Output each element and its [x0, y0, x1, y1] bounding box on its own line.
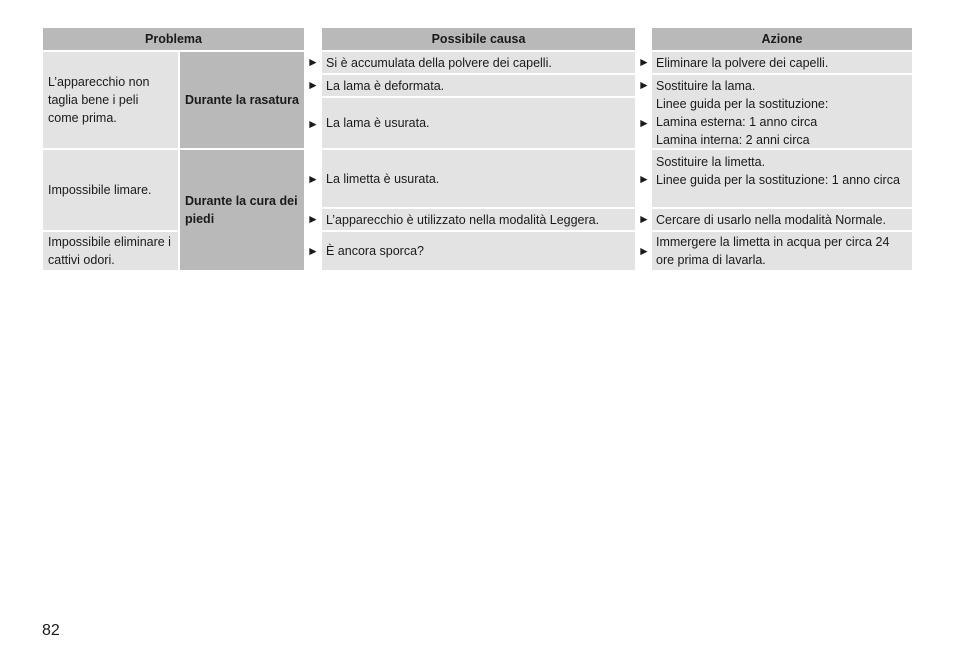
action-text: Cercare di usarlo nella modalità Normale. [656, 212, 886, 227]
cause-text: Si è accumulata della polvere dei capelli. [326, 55, 552, 70]
arrow-icon: ► [307, 55, 319, 69]
action-text: Linee guida per la sostituzione: 1 anno circa [656, 173, 900, 187]
problem-text: Impossibile limare. [48, 183, 152, 197]
cause-cell [322, 232, 635, 270]
cause-text: La lama è deformata. [326, 78, 445, 93]
action-text: Eliminare la polvere dei capelli. [656, 55, 829, 70]
page-number: 82 [42, 622, 60, 639]
action-cell [652, 75, 912, 148]
arrow-icon: ► [638, 244, 650, 258]
header-action: Azione [652, 28, 912, 50]
cause-text: La lama è usurata. [326, 116, 430, 130]
arrow-icon: ► [638, 172, 650, 186]
arrow-icon: ► [307, 172, 319, 186]
arrow-icon: ► [638, 55, 650, 69]
cause-cell [322, 98, 635, 148]
action-text: Lamina interna: 2 anni circa [656, 133, 810, 147]
problem-cell [43, 232, 178, 270]
cause-cell [322, 150, 635, 207]
action-text: Sostituire la limetta. [656, 155, 766, 169]
action-text: Sostituire la lama. [656, 79, 756, 93]
arrow-icon: ► [638, 212, 650, 226]
cause-text: L’apparecchio è utilizzato nella modalità Leggera. [326, 212, 600, 227]
context-text: Durante la cura dei piedi [185, 194, 298, 226]
header-problem: Problema [43, 28, 304, 50]
problem-cell [43, 150, 178, 230]
action-text: Linee guida per la sostituzione: [656, 97, 829, 111]
problem-text: Impossibile eliminare i cattivi odori. [48, 235, 171, 267]
action-cell [652, 209, 912, 230]
action-cell [652, 52, 912, 73]
action-text: Immergere la limetta in acqua per circa 24 ore prima di lavarla. [656, 235, 890, 267]
problem-cell [43, 52, 178, 148]
context-cell [180, 150, 304, 270]
arrow-icon: ► [307, 117, 319, 131]
cause-cell [322, 75, 635, 96]
arrow-icon: ► [307, 78, 319, 92]
cause-cell [322, 209, 635, 230]
cause-cell [322, 52, 635, 73]
arrow-icon: ► [307, 244, 319, 258]
cause-text: La limetta è usurata. [326, 171, 440, 186]
context-cell [180, 52, 304, 148]
action-text: Lamina esterna: 1 anno circa [656, 115, 818, 129]
header-cause: Possibile causa [322, 28, 635, 50]
arrow-icon: ► [638, 116, 650, 130]
context-text: Durante la rasatura [185, 93, 299, 107]
arrow-icon: ► [307, 212, 319, 226]
problem-text: L’apparecchio non taglia bene i peli come prima. [48, 75, 150, 125]
arrow-icon: ► [638, 78, 650, 92]
action-cell [652, 150, 912, 207]
cause-text: È ancora sporca? [326, 244, 424, 258]
action-cell [652, 232, 912, 270]
